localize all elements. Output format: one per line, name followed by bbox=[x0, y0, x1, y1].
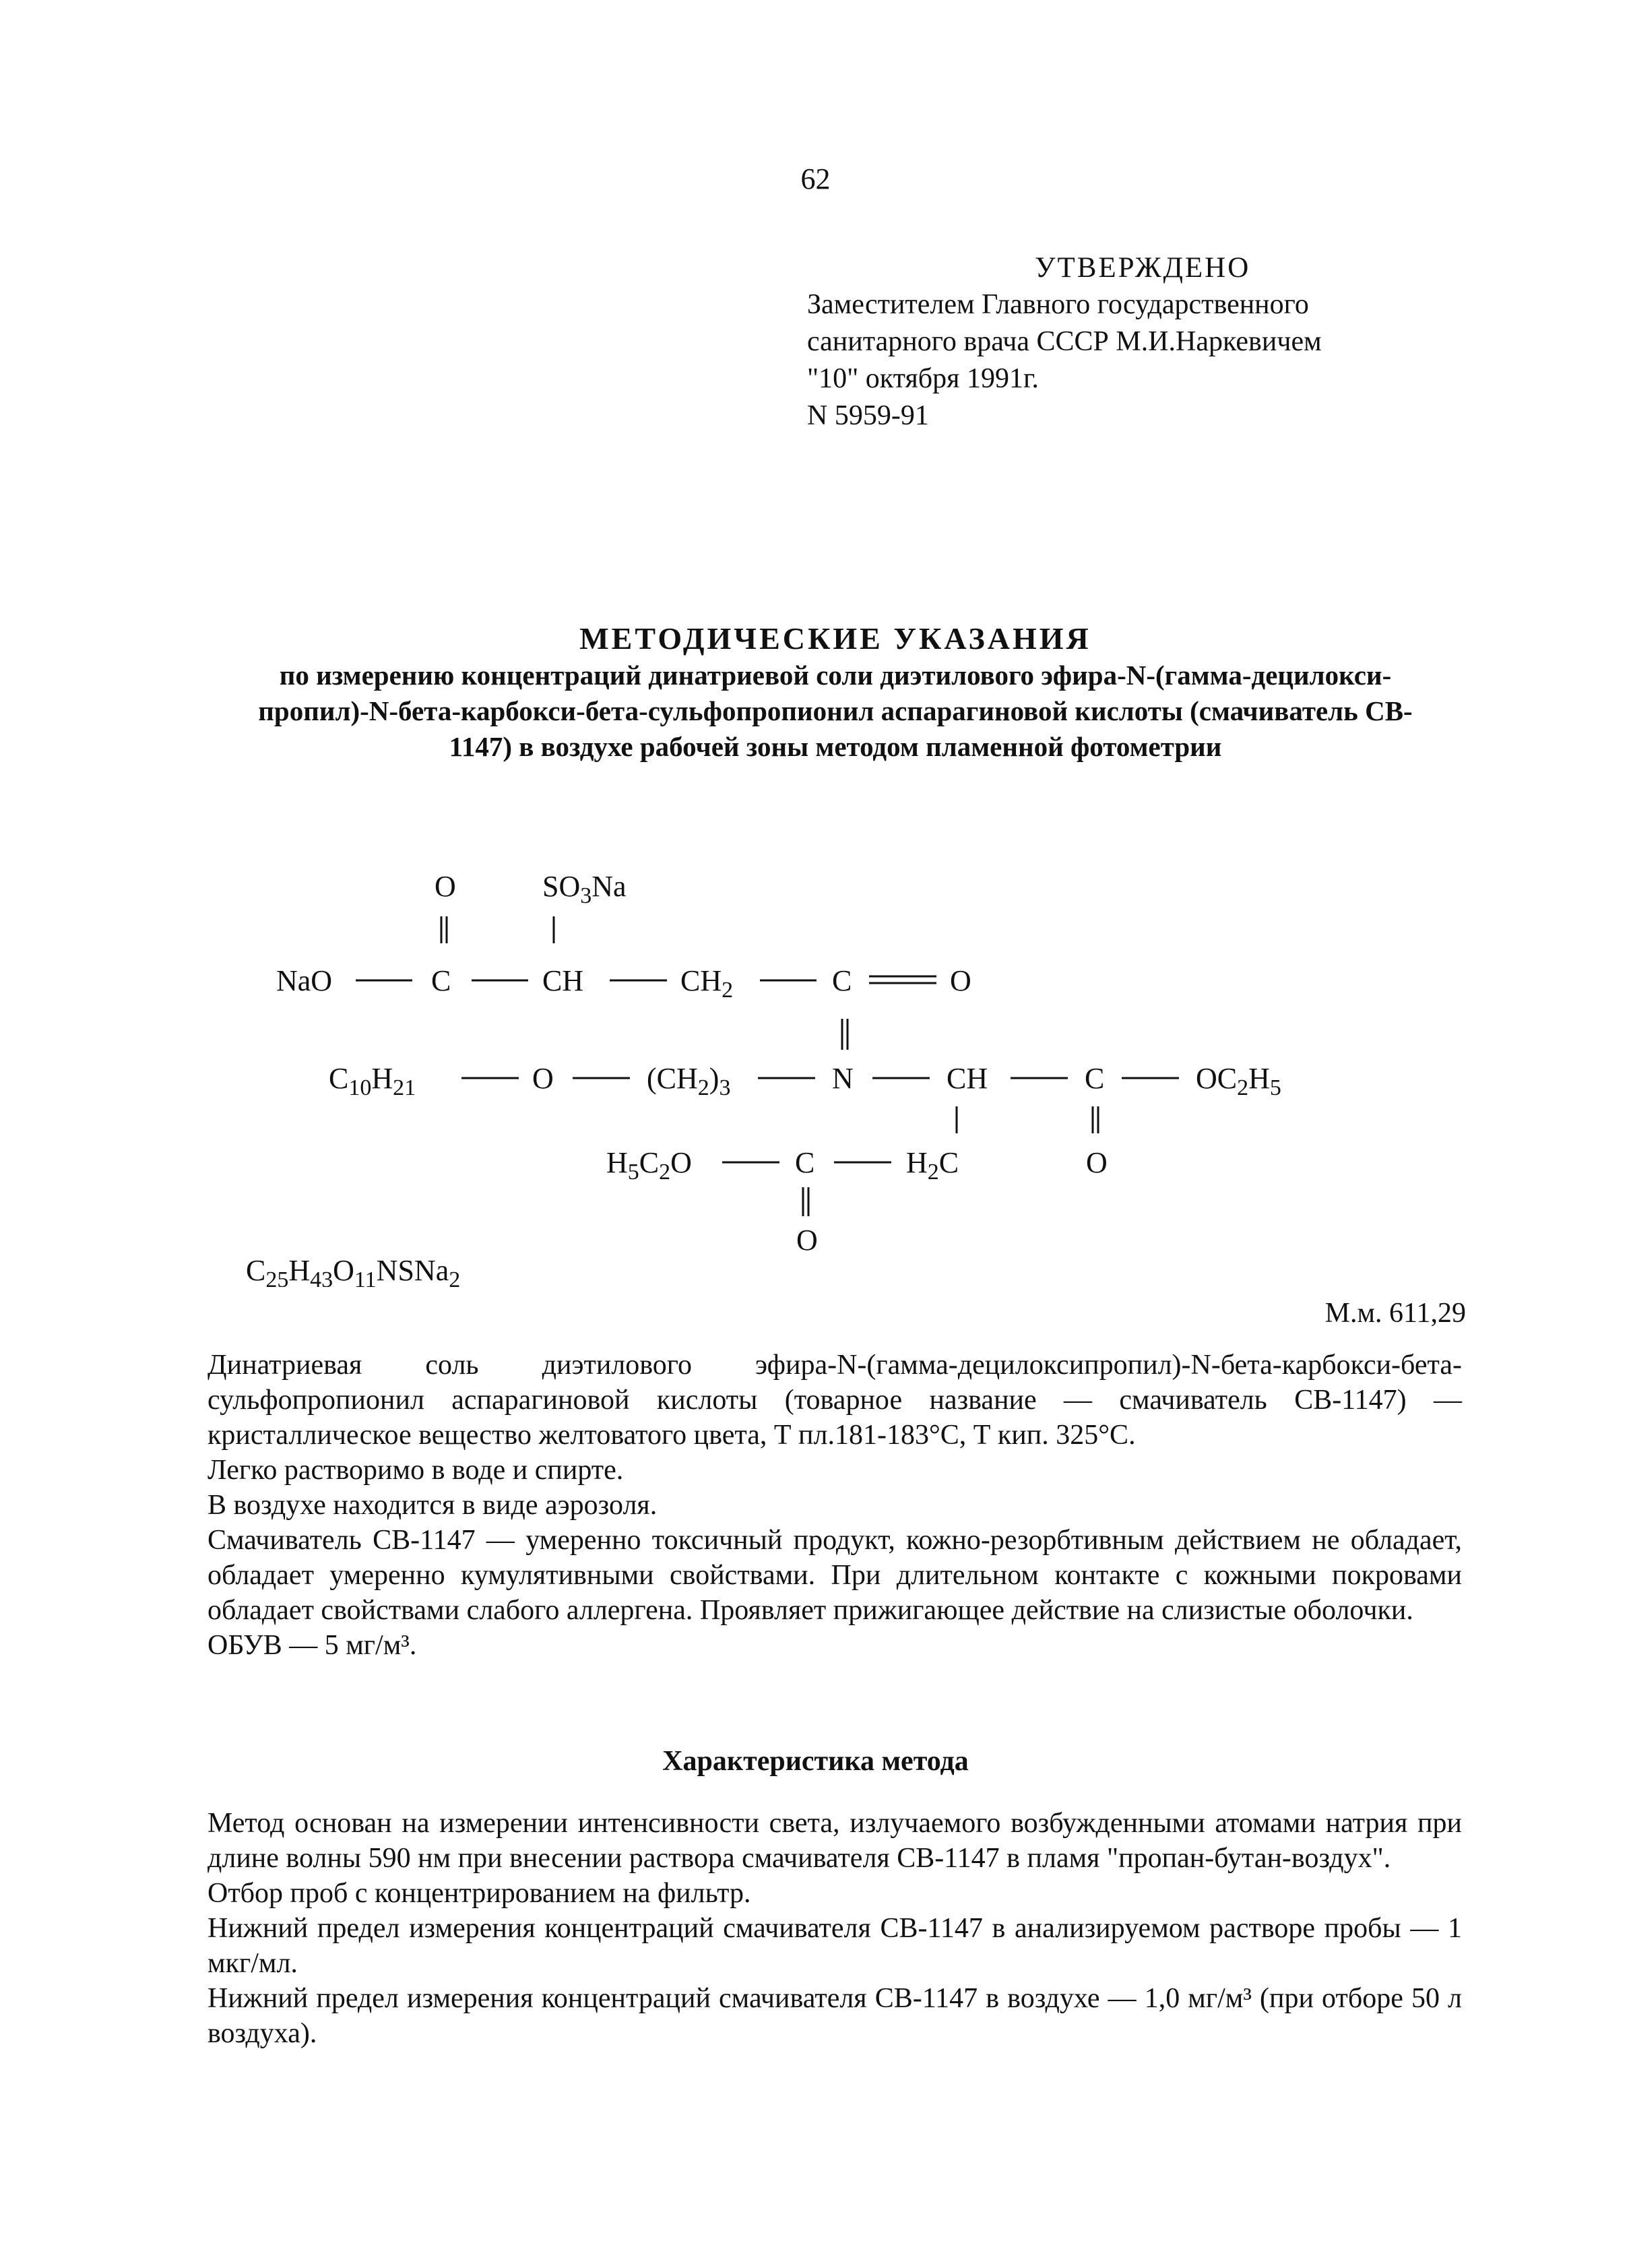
paragraph: Метод основан на измерении интенсивности света, излучаемого возбужденными атомами натрия при длине волны 590 нм при внесении раствора смачивателя СВ-1147 в пламя "пропан-бутан-воздух". bbox=[207, 1808, 1462, 1874]
formula-atom: N bbox=[832, 1062, 854, 1095]
title-line: пропил)-N-бета-карбокси-бета-сульфопропионил аспарагиновой кислоты (смачиватель СВ- bbox=[258, 695, 1413, 726]
formula-atom: C bbox=[795, 1146, 815, 1179]
formula-group: $SO_3Na$ bbox=[542, 870, 627, 908]
section-title: Характеристика метода bbox=[662, 1746, 969, 1777]
approval-stamp bbox=[807, 249, 1322, 435]
paragraph: Легко растворимо в воде и спирте. bbox=[207, 1455, 624, 1486]
formula-group: $OC_2H_5$ bbox=[1196, 1062, 1281, 1100]
document-title bbox=[202, 620, 1469, 765]
paragraph: Смачиватель СВ-1147 — умеренно токсичный продукт, кожно-резорбтивным действием не обладает, обладает умеренно кумулятивными свойствами. При длительном контакте с кожными покровами обладает свойствами слабого аллергена. Проявляет прижигающее действие на слизистые оболочки. bbox=[207, 1525, 1462, 1626]
title-line: 1147) в воздухе рабочей зоны методом пламенной фотометрии bbox=[449, 731, 1222, 762]
formula-atom: O bbox=[950, 964, 971, 997]
formula-atom: C bbox=[431, 964, 451, 997]
structural-formula bbox=[0, 842, 1631, 1287]
molecular-weight: М.м. 611,29 bbox=[1324, 1298, 1466, 1329]
approval-line: Заместителем Главного государственного bbox=[807, 289, 1309, 320]
formula-atom: O bbox=[1086, 1146, 1108, 1179]
formula-group: CH bbox=[542, 964, 584, 997]
approval-line: санитарного врача СССР М.И.Наркевичем bbox=[807, 326, 1322, 357]
page-number: 62 bbox=[800, 162, 831, 195]
approval-line: N 5959-91 bbox=[807, 400, 929, 431]
paragraph: Отбор проб с концентрированием на фильтр. bbox=[207, 1878, 751, 1909]
formula-group: $(CH_2)_3$ bbox=[647, 1062, 731, 1100]
formula-group: NaO bbox=[276, 964, 333, 997]
formula-group: $CH_2$ bbox=[680, 964, 734, 1003]
title-main: МЕТОДИЧЕСКИЕ УКАЗАНИЯ bbox=[579, 621, 1091, 656]
approval-heading: УТВЕРЖДЕНО bbox=[1035, 252, 1251, 284]
formula-atom: C bbox=[832, 964, 852, 997]
title-line: по измерению концентраций динатриевой соли диэтилового эфира-N-(гамма-децилокси- bbox=[279, 660, 1392, 691]
approval-line: "10" октября 1991г. bbox=[807, 363, 1039, 394]
paragraph: ОБУВ — 5 мг/м³. bbox=[207, 1630, 417, 1661]
empirical-formula: $C_{25}H_{43}O_{11}NSNa_2$ bbox=[246, 1254, 461, 1287]
formula-atom: O bbox=[796, 1224, 818, 1257]
paragraph: В воздухе находится в виде аэрозоля. bbox=[207, 1490, 658, 1521]
paragraph: Нижний предел измерения концентраций смачивателя СВ-1147 в анализируемом растворе пробы — 1 мкг/мл. bbox=[207, 1913, 1462, 1979]
formula-group: CH bbox=[947, 1062, 988, 1095]
substance-description bbox=[207, 1348, 1462, 1663]
formula-group: $H_2C$ bbox=[906, 1146, 959, 1185]
paragraph: Динатриевая соль диэтилового эфира-N-(гамма-децилоксипропил)-N-бета-карбокси-бета-сульфопропионил аспарагиновой кислоты (товарное название — смачиватель СВ-1147) — кристаллическое вещество желтоватого цвета, Т пл.181-183°С, Т кип. 325°С. bbox=[207, 1350, 1462, 1451]
formula-atom: O bbox=[435, 870, 456, 903]
method-description bbox=[207, 1806, 1462, 2051]
formula-atom: O bbox=[532, 1062, 554, 1095]
formula-atom: C bbox=[1085, 1062, 1105, 1095]
formula-group: $C_{10}H_{21}$ bbox=[329, 1062, 416, 1100]
formula-group: $H_5C_2O$ bbox=[606, 1146, 692, 1185]
paragraph: Нижний предел измерения концентраций смачивателя СВ-1147 в воздухе — 1,0 мг/м³ (при отборе 50 л воздуха). bbox=[207, 1983, 1462, 2049]
